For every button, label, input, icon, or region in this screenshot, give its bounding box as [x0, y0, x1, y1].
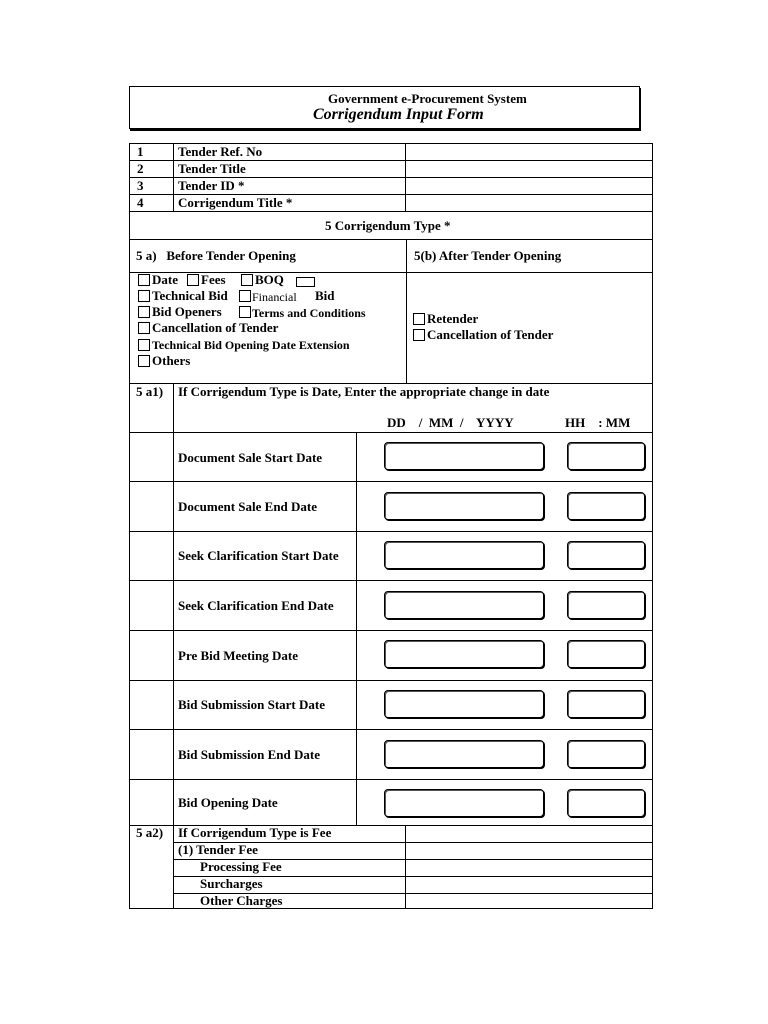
date-row-label: Bid Submission End Date: [178, 747, 320, 762]
terms-checkbox[interactable]: [239, 306, 251, 318]
bid-submission-start-time-input[interactable]: [567, 690, 645, 718]
row-divider: [130, 531, 652, 532]
date-section-instruction: If Corrigendum Type is Date, Enter the appropriate change in date: [178, 384, 550, 399]
cancellation-before-option-label: Cancellation of Tender: [152, 320, 279, 335]
bid-submission-end-time-input[interactable]: [567, 740, 645, 768]
date-format-hint: DD / MM / YYYY: [387, 415, 514, 430]
terms-option-label: Terms and Conditions: [252, 306, 366, 320]
fee-section-heading: If Corrigendum Type is Fee: [178, 825, 332, 840]
row-number: 3: [137, 178, 144, 193]
tender-title-field[interactable]: [406, 161, 652, 177]
processing-fee-field[interactable]: [406, 860, 652, 876]
tender-fee-field[interactable]: [406, 843, 652, 859]
date-row-label: Seek Clarification Start Date: [178, 548, 339, 563]
col-divider: [356, 432, 357, 826]
row-divider: [130, 432, 652, 433]
after-opening-heading: 5(b) After Tender Opening: [414, 248, 562, 263]
date-row-label: Pre Bid Meeting Date: [178, 648, 298, 663]
tech-bid-extension-option-label: Technical Bid Opening Date Extension: [152, 338, 350, 352]
seek-clarification-start-date-input[interactable]: [384, 541, 544, 569]
financial-option-label: Financial: [252, 290, 297, 304]
bid-submission-end-date-input[interactable]: [384, 740, 544, 768]
tender-ref-no-label: Tender Ref. No: [178, 144, 263, 159]
time-format-hint: HH : MM: [565, 415, 631, 430]
tech-bid-extension-checkbox[interactable]: [138, 339, 150, 351]
boq-extra-checkbox[interactable]: [296, 277, 315, 287]
cancellation-before-checkbox[interactable]: [138, 322, 150, 334]
seek-clarification-end-date-input[interactable]: [384, 591, 544, 619]
retender-checkbox[interactable]: [413, 313, 425, 325]
corrigendum-title-label: Corrigendum Title *: [178, 195, 293, 210]
other-charges-label: Other Charges: [200, 893, 283, 908]
row-divider: [130, 211, 652, 212]
fees-option-label: Fees: [201, 272, 226, 287]
processing-fee-label: Processing Fee: [200, 859, 282, 874]
seek-clarification-end-time-input[interactable]: [567, 591, 645, 619]
date-row-label: Bid Submission Start Date: [178, 697, 325, 712]
corrigendum-table: [129, 143, 653, 909]
bid-option-label: Bid: [315, 288, 335, 303]
technical-bid-option-label: Technical Bid: [152, 288, 228, 303]
tender-title-label: Tender Title: [178, 161, 246, 176]
others-checkbox[interactable]: [138, 355, 150, 367]
document-sale-start-time-input[interactable]: [567, 442, 645, 470]
tender-ref-no-field[interactable]: [406, 144, 652, 160]
retender-option-label: Retender: [427, 311, 479, 326]
others-option-label: Others: [152, 353, 191, 368]
bid-opening-time-input[interactable]: [567, 789, 645, 817]
form-header: [129, 86, 640, 129]
bid-openers-checkbox[interactable]: [138, 306, 150, 318]
row-divider: [130, 729, 652, 730]
row-divider: [130, 630, 652, 631]
corrigendum-title-field[interactable]: [406, 195, 652, 211]
row-divider: [130, 580, 652, 581]
date-checkbox[interactable]: [138, 274, 150, 286]
technical-bid-checkbox[interactable]: [138, 290, 150, 302]
seek-clarification-start-time-input[interactable]: [567, 541, 645, 569]
date-row-label: Seek Clarification End Date: [178, 598, 334, 613]
document-sale-end-time-input[interactable]: [567, 492, 645, 520]
pre-bid-meeting-time-input[interactable]: [567, 640, 645, 668]
bid-opening-date-input[interactable]: [384, 789, 544, 817]
before-opening-heading: 5 a) Before Tender Opening: [136, 248, 296, 263]
row-divider: [130, 680, 652, 681]
row-number: 4: [137, 195, 144, 210]
boq-option-label: BOQ: [255, 272, 284, 287]
date-row-label: Document Sale Start Date: [178, 450, 323, 465]
col-divider: [173, 144, 174, 211]
tender-id-field[interactable]: [406, 178, 652, 194]
row-divider: [130, 239, 652, 240]
surcharges-field[interactable]: [406, 877, 652, 893]
tender-id-label: Tender ID *: [178, 178, 245, 193]
cancellation-after-option-label: Cancellation of Tender: [427, 327, 554, 342]
tender-fee-label: (1) Tender Fee: [178, 842, 258, 857]
fees-checkbox[interactable]: [187, 274, 199, 286]
row-number: 2: [137, 161, 144, 176]
boq-checkbox[interactable]: [241, 274, 253, 286]
pre-bid-meeting-date-input[interactable]: [384, 640, 544, 668]
surcharges-label: Surcharges: [200, 876, 263, 891]
date-section-number: 5 a1): [136, 384, 164, 399]
col-divider: [173, 383, 174, 908]
other-charges-field[interactable]: [406, 894, 652, 908]
fee-section-number: 5 a2): [136, 825, 164, 840]
form-title: Corrigendum Input Form: [313, 106, 484, 123]
row-number: 1: [137, 144, 144, 159]
col-divider: [406, 239, 407, 383]
date-row-label: Bid Opening Date: [178, 795, 278, 810]
system-name: Government e-Procurement System: [328, 91, 527, 106]
document-sale-end-date-input[interactable]: [384, 492, 544, 520]
bid-submission-start-date-input[interactable]: [384, 690, 544, 718]
corrigendum-type-heading: 5 Corrigendum Type *: [325, 218, 451, 233]
bid-openers-option-label: Bid Openers: [152, 304, 222, 319]
cancellation-after-checkbox[interactable]: [413, 329, 425, 341]
date-option-label: Date: [152, 272, 178, 287]
row-divider: [130, 481, 652, 482]
row-divider: [130, 779, 652, 780]
date-row-label: Document Sale End Date: [178, 499, 318, 514]
financial-bid-checkbox[interactable]: [239, 290, 251, 302]
document-sale-start-date-input[interactable]: [384, 442, 544, 470]
